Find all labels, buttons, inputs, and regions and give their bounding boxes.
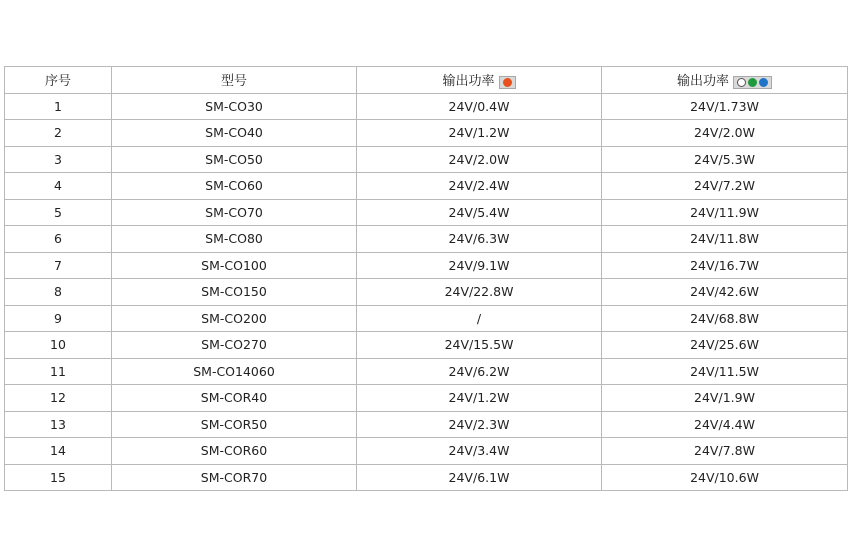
table-row bbox=[5, 332, 848, 359]
cell-model: SM-CO100 bbox=[112, 252, 357, 279]
cell-model: SM-CO150 bbox=[112, 279, 357, 306]
cell-power-single: 24V/15.5W bbox=[357, 332, 602, 359]
header-index-label: 序号 bbox=[44, 74, 71, 90]
cell-index: 11 bbox=[5, 358, 112, 385]
cell-model: SM-CO270 bbox=[112, 332, 357, 359]
table-row bbox=[5, 173, 848, 200]
table-header-row bbox=[5, 67, 848, 94]
cell-power-multi: 24V/11.8W bbox=[602, 226, 848, 253]
cell-power-multi: 24V/7.2W bbox=[602, 173, 848, 200]
cell-power-single: 24V/0.4W bbox=[357, 93, 602, 120]
green-led-dot-icon bbox=[748, 78, 757, 87]
multi-color-legend bbox=[733, 76, 772, 89]
power-spec-table bbox=[4, 66, 848, 491]
header-index bbox=[5, 67, 112, 94]
cell-power-single: 24V/22.8W bbox=[357, 279, 602, 306]
cell-model: SM-CO50 bbox=[112, 146, 357, 173]
cell-power-multi: 24V/2.0W bbox=[602, 120, 848, 147]
cell-index: 9 bbox=[5, 305, 112, 332]
cell-index: 13 bbox=[5, 411, 112, 438]
cell-index: 10 bbox=[5, 332, 112, 359]
cell-index: 8 bbox=[5, 279, 112, 306]
table-row bbox=[5, 358, 848, 385]
cell-power-multi: 24V/25.6W bbox=[602, 332, 848, 359]
header-power-single-label: 输出功率 bbox=[442, 74, 495, 90]
table-row bbox=[5, 438, 848, 465]
cell-index: 15 bbox=[5, 464, 112, 491]
cell-power-single: 24V/2.3W bbox=[357, 411, 602, 438]
cell-index: 2 bbox=[5, 120, 112, 147]
cell-index: 3 bbox=[5, 146, 112, 173]
cell-model: SM-CO70 bbox=[112, 199, 357, 226]
blue-led-dot-icon bbox=[759, 78, 768, 87]
cell-power-single: / bbox=[357, 305, 602, 332]
cell-power-multi: 24V/1.73W bbox=[602, 93, 848, 120]
cell-model: SM-CO200 bbox=[112, 305, 357, 332]
cell-power-multi: 24V/16.7W bbox=[602, 252, 848, 279]
cell-power-single: 24V/1.2W bbox=[357, 385, 602, 412]
cell-index: 1 bbox=[5, 93, 112, 120]
white-led-dot-icon bbox=[737, 78, 746, 87]
header-model-label: 型号 bbox=[220, 74, 247, 90]
header-power-multi-label: 输出功率 bbox=[676, 74, 729, 90]
cell-model: SM-COR50 bbox=[112, 411, 357, 438]
cell-power-multi: 24V/5.3W bbox=[602, 146, 848, 173]
cell-power-multi: 24V/11.9W bbox=[602, 199, 848, 226]
table-row bbox=[5, 252, 848, 279]
table-row bbox=[5, 199, 848, 226]
cell-power-multi: 24V/1.9W bbox=[602, 385, 848, 412]
cell-power-multi: 24V/11.5W bbox=[602, 358, 848, 385]
cell-power-single: 24V/6.3W bbox=[357, 226, 602, 253]
single-color-legend bbox=[499, 76, 516, 89]
cell-power-single: 24V/2.4W bbox=[357, 173, 602, 200]
cell-index: 6 bbox=[5, 226, 112, 253]
cell-power-single: 24V/6.2W bbox=[357, 358, 602, 385]
cell-power-multi: 24V/4.4W bbox=[602, 411, 848, 438]
cell-model: SM-CO40 bbox=[112, 120, 357, 147]
cell-index: 12 bbox=[5, 385, 112, 412]
cell-model: SM-CO60 bbox=[112, 173, 357, 200]
cell-power-single: 24V/3.4W bbox=[357, 438, 602, 465]
cell-index: 7 bbox=[5, 252, 112, 279]
cell-model: SM-COR70 bbox=[112, 464, 357, 491]
table-row bbox=[5, 411, 848, 438]
cell-power-single: 24V/6.1W bbox=[357, 464, 602, 491]
table-row bbox=[5, 93, 848, 120]
cell-power-single: 24V/5.4W bbox=[357, 199, 602, 226]
header-power-single bbox=[357, 67, 602, 94]
cell-model: SM-CO30 bbox=[112, 93, 357, 120]
table-row bbox=[5, 305, 848, 332]
cell-model: SM-COR60 bbox=[112, 438, 357, 465]
cell-index: 14 bbox=[5, 438, 112, 465]
table-body bbox=[5, 93, 848, 491]
cell-model: SM-COR40 bbox=[112, 385, 357, 412]
cell-model: SM-CO80 bbox=[112, 226, 357, 253]
cell-power-single: 24V/9.1W bbox=[357, 252, 602, 279]
cell-index: 4 bbox=[5, 173, 112, 200]
table-row bbox=[5, 120, 848, 147]
orange-led-dot-icon bbox=[503, 78, 512, 87]
cell-index: 5 bbox=[5, 199, 112, 226]
table-row bbox=[5, 464, 848, 491]
cell-model: SM-CO14060 bbox=[112, 358, 357, 385]
cell-power-multi: 24V/42.6W bbox=[602, 279, 848, 306]
table-row bbox=[5, 146, 848, 173]
cell-power-multi: 24V/10.6W bbox=[602, 464, 848, 491]
table-row bbox=[5, 385, 848, 412]
cell-power-single: 24V/1.2W bbox=[357, 120, 602, 147]
table-row bbox=[5, 279, 848, 306]
header-model bbox=[112, 67, 357, 94]
cell-power-single: 24V/2.0W bbox=[357, 146, 602, 173]
cell-power-multi: 24V/7.8W bbox=[602, 438, 848, 465]
cell-power-multi: 24V/68.8W bbox=[602, 305, 848, 332]
table-row bbox=[5, 226, 848, 253]
header-power-multi bbox=[602, 67, 848, 94]
